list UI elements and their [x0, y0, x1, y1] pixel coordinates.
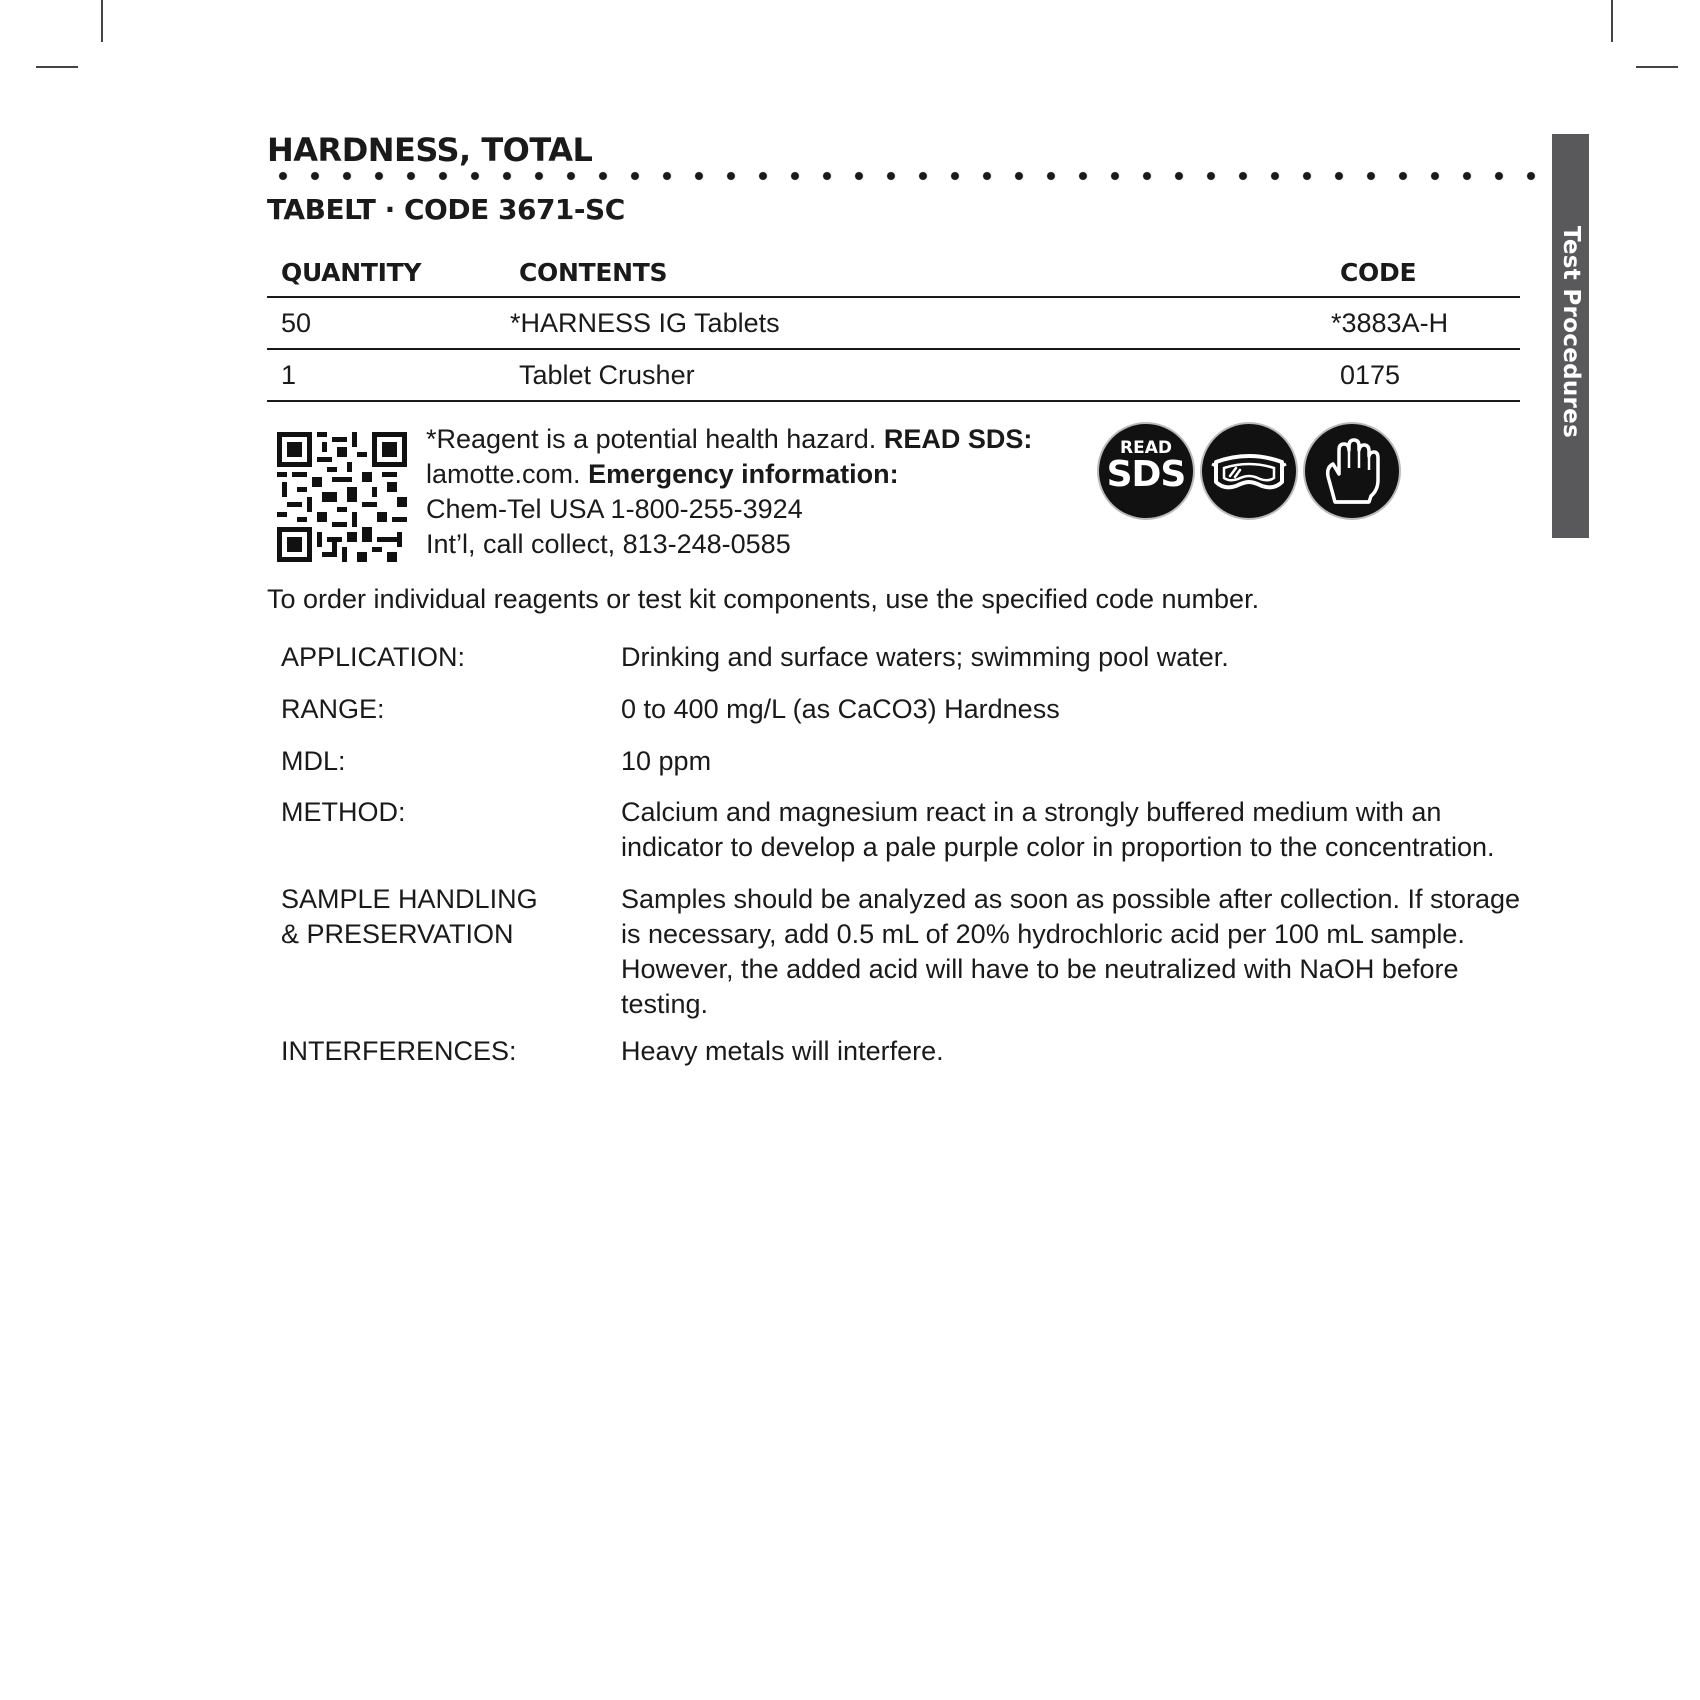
table-row — [267, 349, 1520, 401]
chemtel-phone: Chem-Tel USA 1-800-255-3924 — [426, 494, 803, 524]
page-subtitle: TABELT · CODE 3671-SC — [267, 193, 625, 226]
code-cell: *3883A-H — [1326, 297, 1520, 349]
table-header-row — [267, 250, 1520, 297]
read-sds-icon-sds-text: SDS — [1106, 454, 1186, 495]
spec-label: APPLICATION: — [281, 642, 466, 672]
qr-code-icon[interactable] — [277, 432, 407, 562]
contents-cell: Tablet Crusher — [505, 349, 1326, 401]
contents-cell: *HARNESS IG Tablets — [505, 297, 1326, 349]
spec-label: SAMPLE HANDLING & PRESERVATION — [281, 884, 538, 949]
safety-goggles-icon — [1202, 424, 1296, 518]
table-row — [267, 297, 1520, 349]
spec-label: MDL: — [281, 746, 346, 776]
spec-label: INTERFERENCES: — [281, 1036, 517, 1066]
emergency-info-label: Emergency information: — [588, 459, 899, 489]
page-title: HARDNESS, TOTAL — [267, 131, 593, 169]
spec-value: Drinking and surface waters; swimming pool water. — [621, 642, 1229, 672]
side-tab-label: Test Procedures — [1558, 225, 1584, 439]
code-cell: 0175 — [1326, 349, 1520, 401]
column-header-contents: CONTENTS — [505, 250, 1326, 297]
spec-value: Calcium and magnesium react in a strongly buffered medium with an indicator to develop a pale purple color in proportion to the concentration. — [621, 797, 1495, 862]
international-phone: Int’l, call collect, 813-248-0585 — [426, 529, 791, 559]
read-sds-icon — [1099, 424, 1193, 518]
crop-mark-top-right-horizontal — [1636, 66, 1678, 68]
spec-value: 0 to 400 mg/L (as CaCO3) Hardness — [621, 694, 1060, 724]
contents-table — [267, 250, 1520, 402]
spec-value: Samples should be analyzed as soon as possible after collection. If storage is necessary, add 0.5 mL of 20% hydrochloric acid per 100 mL sample. However, the added acid will have to be neutralized with NaOH before testing. — [621, 884, 1521, 1019]
column-header-quantity: QUANTITY — [267, 250, 505, 297]
quantity-cell: 50 — [267, 297, 505, 349]
column-header-code: CODE — [1326, 250, 1520, 297]
hazard-section — [267, 422, 1529, 572]
spec-label: RANGE: — [281, 694, 385, 724]
dotted-divider — [267, 169, 1542, 183]
crop-mark-top-left-horizontal — [36, 66, 78, 68]
crop-mark-top-left-vertical — [101, 0, 103, 42]
read-sds-label: READ SDS: — [883, 424, 1033, 454]
website-text: lamotte.com. — [426, 459, 589, 489]
spec-value: 10 ppm — [621, 746, 712, 776]
crop-mark-top-right-vertical — [1611, 0, 1613, 42]
hazard-warning-text — [426, 422, 1032, 562]
hazard-warning-line: *Reagent is a potential health hazard. — [426, 424, 884, 454]
quantity-cell: 1 — [267, 349, 505, 401]
read-sds-icon-read-text: READ — [1120, 438, 1172, 458]
spec-label: METHOD: — [281, 797, 406, 827]
order-note: To order individual reagents or test kit components, use the specified code number. — [267, 584, 1260, 614]
spec-value: Heavy metals will interfere. — [621, 1036, 944, 1066]
gloves-icon — [1305, 424, 1399, 518]
procedure-page — [267, 130, 1529, 1066]
